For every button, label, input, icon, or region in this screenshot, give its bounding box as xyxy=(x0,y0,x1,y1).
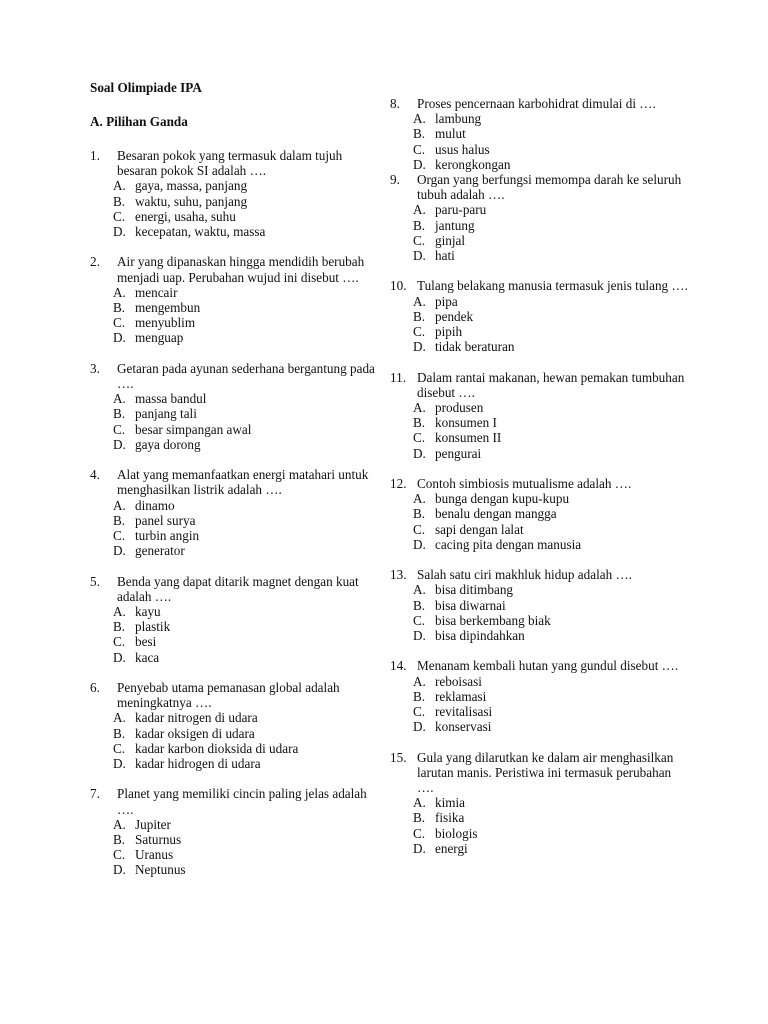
option-a xyxy=(113,710,380,725)
option-d xyxy=(113,862,380,877)
question-text: Alat yang memanfaatkan energi matahari untuk menghasilkan listrik adalah …. xyxy=(117,467,369,498)
option-letter: B. xyxy=(113,725,126,741)
option-text: energi xyxy=(435,840,468,856)
option-list xyxy=(390,400,690,461)
question-stem xyxy=(90,574,380,604)
option-text: pengurai xyxy=(435,445,482,461)
option-c xyxy=(413,613,690,628)
option-letter: A. xyxy=(113,178,126,194)
option-letter: C. xyxy=(413,612,426,628)
option-letter: B. xyxy=(113,832,126,848)
question-12 xyxy=(390,476,690,552)
option-d xyxy=(413,719,690,734)
question-number: 9. xyxy=(390,172,400,188)
option-text: konservasi xyxy=(435,719,492,735)
option-text: bisa ditimbang xyxy=(435,582,514,598)
option-text: kecepatan, waktu, massa xyxy=(135,224,266,240)
option-text: kadar nitrogen di udara xyxy=(135,710,258,726)
question-stem xyxy=(390,567,690,582)
option-text: Saturnus xyxy=(135,832,182,848)
option-d xyxy=(413,157,690,172)
question-text: Gula yang dilarutkan ke dalam air menghasilkan larutan manis. Peristiwa ini termasuk perubahan …. xyxy=(417,749,674,796)
option-letter: D. xyxy=(113,224,126,240)
option-letter: B. xyxy=(413,810,426,826)
option-letter: D. xyxy=(113,330,126,346)
question-number: 8. xyxy=(390,96,400,111)
option-letter: B. xyxy=(113,512,126,528)
option-c xyxy=(113,422,380,437)
option-letter: C. xyxy=(413,232,426,248)
section-title: A. Pilihan Ganda xyxy=(90,114,188,129)
option-letter: A. xyxy=(413,202,426,218)
question-14 xyxy=(390,658,690,734)
option-letter: C. xyxy=(113,847,126,863)
question-text: Tulang belakang manusia termasuk jenis tulang …. xyxy=(417,278,688,294)
question-stem xyxy=(90,361,380,391)
question-6 xyxy=(90,680,380,771)
option-text: jantung xyxy=(435,217,475,233)
option-letter: B. xyxy=(413,415,426,431)
question-8 xyxy=(390,96,690,172)
option-letter: D. xyxy=(413,156,426,172)
question-number: 5. xyxy=(90,573,100,589)
option-text: gaya dorong xyxy=(135,436,201,452)
question-stem xyxy=(390,172,690,202)
option-text: konsumen I xyxy=(435,415,497,431)
option-d xyxy=(113,756,380,771)
option-text: sapi dengan lalat xyxy=(435,521,524,537)
question-number: 11. xyxy=(390,369,406,385)
option-list xyxy=(90,285,380,346)
option-c xyxy=(113,634,380,649)
option-letter: D. xyxy=(113,756,126,772)
option-text: biologis xyxy=(435,825,478,841)
option-text: tidak beraturan xyxy=(435,339,515,355)
option-b xyxy=(413,309,690,324)
option-a xyxy=(413,582,690,597)
option-letter: D. xyxy=(413,719,426,735)
question-13 xyxy=(390,567,690,643)
option-c xyxy=(113,209,380,224)
option-text: kaca xyxy=(135,649,160,665)
question-text: Dalam rantai makanan, hewan pemakan tumbuhan disebut …. xyxy=(417,369,685,400)
question-number: 7. xyxy=(90,786,100,802)
question-stem xyxy=(90,148,380,178)
option-letter: A. xyxy=(413,673,426,689)
question-stem xyxy=(90,254,380,284)
option-text: reboisasi xyxy=(435,673,482,689)
option-list xyxy=(90,710,380,771)
question-text: Benda yang dapat ditarik magnet dengan kuat adalah …. xyxy=(117,573,359,604)
option-a xyxy=(413,795,690,810)
option-text: benalu dengan mangga xyxy=(435,506,557,522)
option-list xyxy=(90,604,380,665)
option-letter: C. xyxy=(113,528,126,544)
option-letter: C. xyxy=(113,315,126,331)
option-b xyxy=(413,415,690,430)
question-15 xyxy=(390,750,690,856)
option-b xyxy=(413,506,690,521)
option-text: revitalisasi xyxy=(435,704,493,720)
option-c xyxy=(113,528,380,543)
option-letter: D. xyxy=(113,436,126,452)
option-letter: B. xyxy=(113,406,126,422)
option-letter: B. xyxy=(413,506,426,522)
option-d xyxy=(113,437,380,452)
option-text: pipa xyxy=(435,293,458,309)
option-letter: A. xyxy=(113,391,126,407)
option-letter: B. xyxy=(413,126,426,142)
question-text: Planet yang memiliki cincin paling jelas adalah …. xyxy=(117,786,367,817)
option-list xyxy=(90,178,380,239)
option-list xyxy=(390,674,690,735)
question-3 xyxy=(90,361,380,452)
option-c xyxy=(113,315,380,330)
option-letter: B. xyxy=(413,597,426,613)
question-text: Getaran pada ayunan sederhana bergantung pada …. xyxy=(117,360,375,392)
question-1 xyxy=(90,148,380,239)
option-list xyxy=(90,391,380,452)
option-text: hati xyxy=(435,248,455,264)
question-number: 12. xyxy=(390,476,407,492)
option-letter: C. xyxy=(413,521,426,537)
option-b xyxy=(413,810,690,825)
option-d xyxy=(113,650,380,665)
option-letter: A. xyxy=(113,497,126,513)
option-b xyxy=(413,218,690,233)
question-number: 4. xyxy=(90,467,100,483)
option-a xyxy=(413,400,690,415)
option-letter: A. xyxy=(413,293,426,309)
option-text: konsumen II xyxy=(435,430,502,446)
option-text: bisa berkembang biak xyxy=(435,612,551,628)
question-7 xyxy=(90,786,380,877)
question-text: Organ yang berfungsi memompa darah ke seluruh tubuh adalah …. xyxy=(417,172,682,203)
option-text: gaya, massa, panjang xyxy=(135,178,248,194)
question-stem xyxy=(90,786,380,816)
option-text: reklamasi xyxy=(435,688,487,704)
option-letter: C. xyxy=(413,825,426,841)
question-text: Menanam kembali hutan yang gundul disebut …. xyxy=(417,658,679,674)
option-text: paru-paru xyxy=(435,202,487,218)
option-letter: C. xyxy=(413,704,426,720)
option-text: kadar oksigen di udara xyxy=(135,725,255,741)
option-c xyxy=(413,324,690,339)
question-number: 10. xyxy=(390,278,407,294)
option-text: Neptunus xyxy=(135,862,186,878)
option-a xyxy=(113,285,380,300)
option-text: fisika xyxy=(435,810,465,826)
option-letter: C. xyxy=(113,208,126,224)
option-letter: D. xyxy=(413,445,426,461)
option-c xyxy=(413,826,690,841)
question-stem xyxy=(90,680,380,710)
question-text: Contoh simbiosis mutualisme adalah …. xyxy=(417,476,632,492)
option-b xyxy=(113,300,380,315)
option-a xyxy=(413,111,690,126)
option-text: kerongkongan xyxy=(435,156,511,172)
option-list xyxy=(390,795,690,856)
option-text: bisa dipindahkan xyxy=(435,628,525,644)
option-a xyxy=(113,604,380,619)
question-number: 1. xyxy=(90,148,100,163)
option-list xyxy=(90,817,380,878)
option-text: energi, usaha, suhu xyxy=(135,208,236,224)
option-a xyxy=(113,817,380,832)
option-text: mulut xyxy=(435,126,466,142)
question-10 xyxy=(390,278,690,354)
question-stem xyxy=(90,467,380,497)
option-text: plastik xyxy=(135,619,171,635)
option-text: kayu xyxy=(135,604,161,620)
option-text: dinamo xyxy=(135,497,175,513)
option-text: produsen xyxy=(435,400,484,416)
option-letter: C. xyxy=(113,634,126,650)
option-c xyxy=(413,142,690,157)
option-b xyxy=(413,689,690,704)
option-text: Jupiter xyxy=(135,816,171,832)
option-letter: A. xyxy=(413,400,426,416)
option-list xyxy=(390,582,690,643)
option-b xyxy=(413,598,690,613)
option-text: ginjal xyxy=(435,232,466,248)
question-number: 15. xyxy=(390,749,407,765)
option-letter: B. xyxy=(413,688,426,704)
question-text: Air yang dipanaskan hingga mendidih berubah menjadi uap. Perubahan wujud ini disebut …. xyxy=(117,254,365,285)
option-letter: C. xyxy=(413,324,426,340)
question-text: Salah satu ciri makhluk hidup adalah …. xyxy=(417,567,632,583)
option-a xyxy=(113,498,380,513)
option-letter: B. xyxy=(113,300,126,316)
option-letter: A. xyxy=(113,284,126,300)
option-d xyxy=(413,248,690,263)
question-2 xyxy=(90,254,380,345)
option-text: mencair xyxy=(135,284,178,300)
question-number: 2. xyxy=(90,254,100,270)
option-letter: D. xyxy=(113,543,126,559)
option-letter: C. xyxy=(413,141,426,157)
option-b xyxy=(113,726,380,741)
option-a xyxy=(413,294,690,309)
question-11 xyxy=(390,370,690,461)
option-c xyxy=(113,847,380,862)
option-letter: A. xyxy=(113,816,126,832)
option-text: kadar hidrogen di udara xyxy=(135,756,261,772)
question-stem xyxy=(390,278,690,293)
option-text: cacing pita dengan manusia xyxy=(435,536,582,552)
option-text: waktu, suhu, panjang xyxy=(135,193,248,209)
option-c xyxy=(413,233,690,248)
option-text: Uranus xyxy=(135,847,174,863)
option-b xyxy=(113,513,380,528)
option-d xyxy=(413,446,690,461)
option-d xyxy=(413,537,690,552)
option-c xyxy=(413,522,690,537)
option-text: massa bandul xyxy=(135,391,207,407)
option-d xyxy=(413,841,690,856)
question-text: Besaran pokok yang termasuk dalam tujuh besaran pokok SI adalah …. xyxy=(117,148,343,179)
option-text: pendek xyxy=(435,308,474,324)
option-letter: A. xyxy=(113,604,126,620)
option-letter: A. xyxy=(413,111,426,127)
option-letter: B. xyxy=(113,619,126,635)
option-a xyxy=(413,674,690,689)
option-b xyxy=(113,832,380,847)
option-letter: D. xyxy=(413,536,426,552)
option-list xyxy=(390,294,690,355)
right-column xyxy=(390,96,690,856)
option-b xyxy=(413,126,690,141)
option-d xyxy=(113,330,380,345)
option-b xyxy=(113,406,380,421)
question-stem xyxy=(390,96,690,111)
option-d xyxy=(113,543,380,558)
option-d xyxy=(413,339,690,354)
option-text: kimia xyxy=(435,795,466,811)
question-number: 3. xyxy=(90,360,100,376)
option-text: lambung xyxy=(435,111,482,127)
option-text: kadar karbon dioksida di udara xyxy=(135,740,299,756)
question-4 xyxy=(90,467,380,558)
option-letter: D. xyxy=(113,862,126,878)
option-text: bisa diwarnai xyxy=(435,597,506,613)
question-5 xyxy=(90,574,380,665)
option-text: panjang tali xyxy=(135,406,197,422)
option-letter: C. xyxy=(113,421,126,437)
option-letter: D. xyxy=(413,248,426,264)
option-c xyxy=(413,704,690,719)
option-c xyxy=(113,741,380,756)
option-list xyxy=(390,111,690,172)
option-list xyxy=(390,202,690,263)
option-letter: A. xyxy=(413,491,426,507)
option-c xyxy=(413,430,690,445)
option-text: besar simpangan awal xyxy=(135,421,252,437)
option-letter: D. xyxy=(413,339,426,355)
option-text: besi xyxy=(135,634,157,650)
option-list xyxy=(390,491,690,552)
left-column xyxy=(90,148,380,878)
option-a xyxy=(413,491,690,506)
option-text: mengembun xyxy=(135,300,201,316)
option-letter: A. xyxy=(113,710,126,726)
option-letter: D. xyxy=(413,628,426,644)
question-stem xyxy=(390,750,690,796)
question-text: Proses pencernaan karbohidrat dimulai di …. xyxy=(417,96,656,111)
option-letter: B. xyxy=(113,193,126,209)
question-9 xyxy=(390,172,690,263)
option-text: bunga dengan kupu-kupu xyxy=(435,491,570,507)
question-text: Penyebab utama pemanasan global adalah meningkatnya …. xyxy=(117,680,340,711)
question-number: 14. xyxy=(390,658,407,674)
option-text: pipih xyxy=(435,324,463,340)
option-list xyxy=(90,498,380,559)
option-letter: B. xyxy=(413,308,426,324)
option-d xyxy=(413,628,690,643)
option-text: menyublim xyxy=(135,315,196,331)
option-a xyxy=(113,391,380,406)
question-stem xyxy=(390,370,690,400)
option-text: usus halus xyxy=(435,141,490,157)
option-letter: A. xyxy=(413,582,426,598)
option-text: panel surya xyxy=(135,512,196,528)
option-text: generator xyxy=(135,543,185,559)
option-text: menguap xyxy=(135,330,184,346)
option-letter: C. xyxy=(413,430,426,446)
option-letter: D. xyxy=(413,840,426,856)
option-letter: A. xyxy=(413,795,426,811)
question-stem xyxy=(390,658,690,673)
document-title: Soal Olimpiade IPA xyxy=(90,80,202,95)
option-letter: C. xyxy=(113,740,126,756)
option-a xyxy=(113,178,380,193)
option-b xyxy=(113,194,380,209)
option-letter: B. xyxy=(413,217,426,233)
option-d xyxy=(113,224,380,239)
option-letter: D. xyxy=(113,649,126,665)
question-number: 6. xyxy=(90,680,100,696)
question-stem xyxy=(390,476,690,491)
question-number: 13. xyxy=(390,567,407,583)
option-b xyxy=(113,619,380,634)
option-text: turbin angin xyxy=(135,528,200,544)
option-a xyxy=(413,202,690,217)
